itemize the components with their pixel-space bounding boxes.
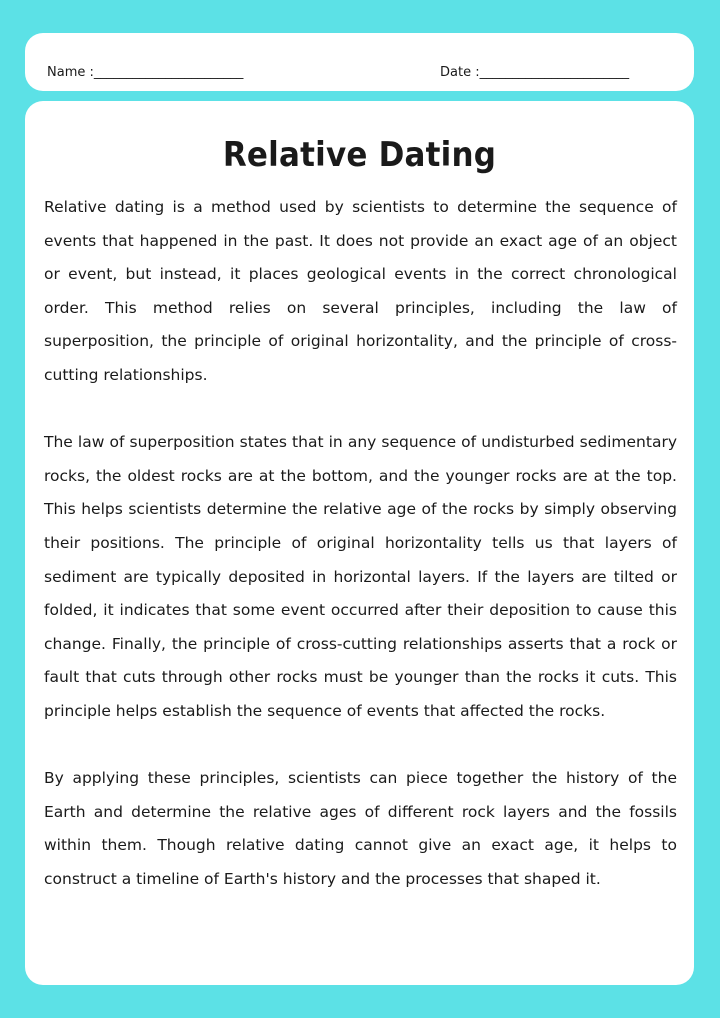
date-field[interactable]: Date :_______________________ bbox=[440, 65, 630, 80]
paragraph-2: The law of superposition states that in any sequence of undisturbed sedimentary rocks, the oldest rocks are at the bottom, and the younger rocks are at the top. This helps scientists determine the relative age of the rocks by simply observing their positions. The principle of original horizontality tells us that layers of sediment are typically deposited in horizontal layers. If the layers are tilted or folded, it indicates that some event occurred after their deposition to cause this change. Finally, the principle of cross-cutting relationships asserts that a rock or fault that cuts through other rocks must be younger than the rocks it cuts. This principle helps establish the sequence of events that affected the rocks. bbox=[44, 433, 677, 720]
worksheet-card bbox=[25, 101, 694, 985]
paragraph-1: Relative dating is a method used by scientists to determine the sequence of events that happened in the past. It does not provide an exact age of an object or event, but instead, it places geological events in the correct chronological order. This method relies on several principles, including the law of superposition, the principle of original horizontality, and the principle of cross-cutting relationships. bbox=[44, 198, 677, 384]
header-card bbox=[25, 33, 694, 91]
worksheet-title: Relative Dating bbox=[222, 135, 497, 175]
paragraph-3: By applying these principles, scientists can piece together the history of the Earth and determine the relative ages of different rock layers and the fossils within them. Though relative dating cannot give an exact age, it helps to construct a timeline of Earth's history and the processes that shaped it. bbox=[44, 769, 677, 888]
worksheet-body bbox=[44, 191, 677, 896]
name-field[interactable]: Name :_______________________ bbox=[47, 65, 244, 80]
